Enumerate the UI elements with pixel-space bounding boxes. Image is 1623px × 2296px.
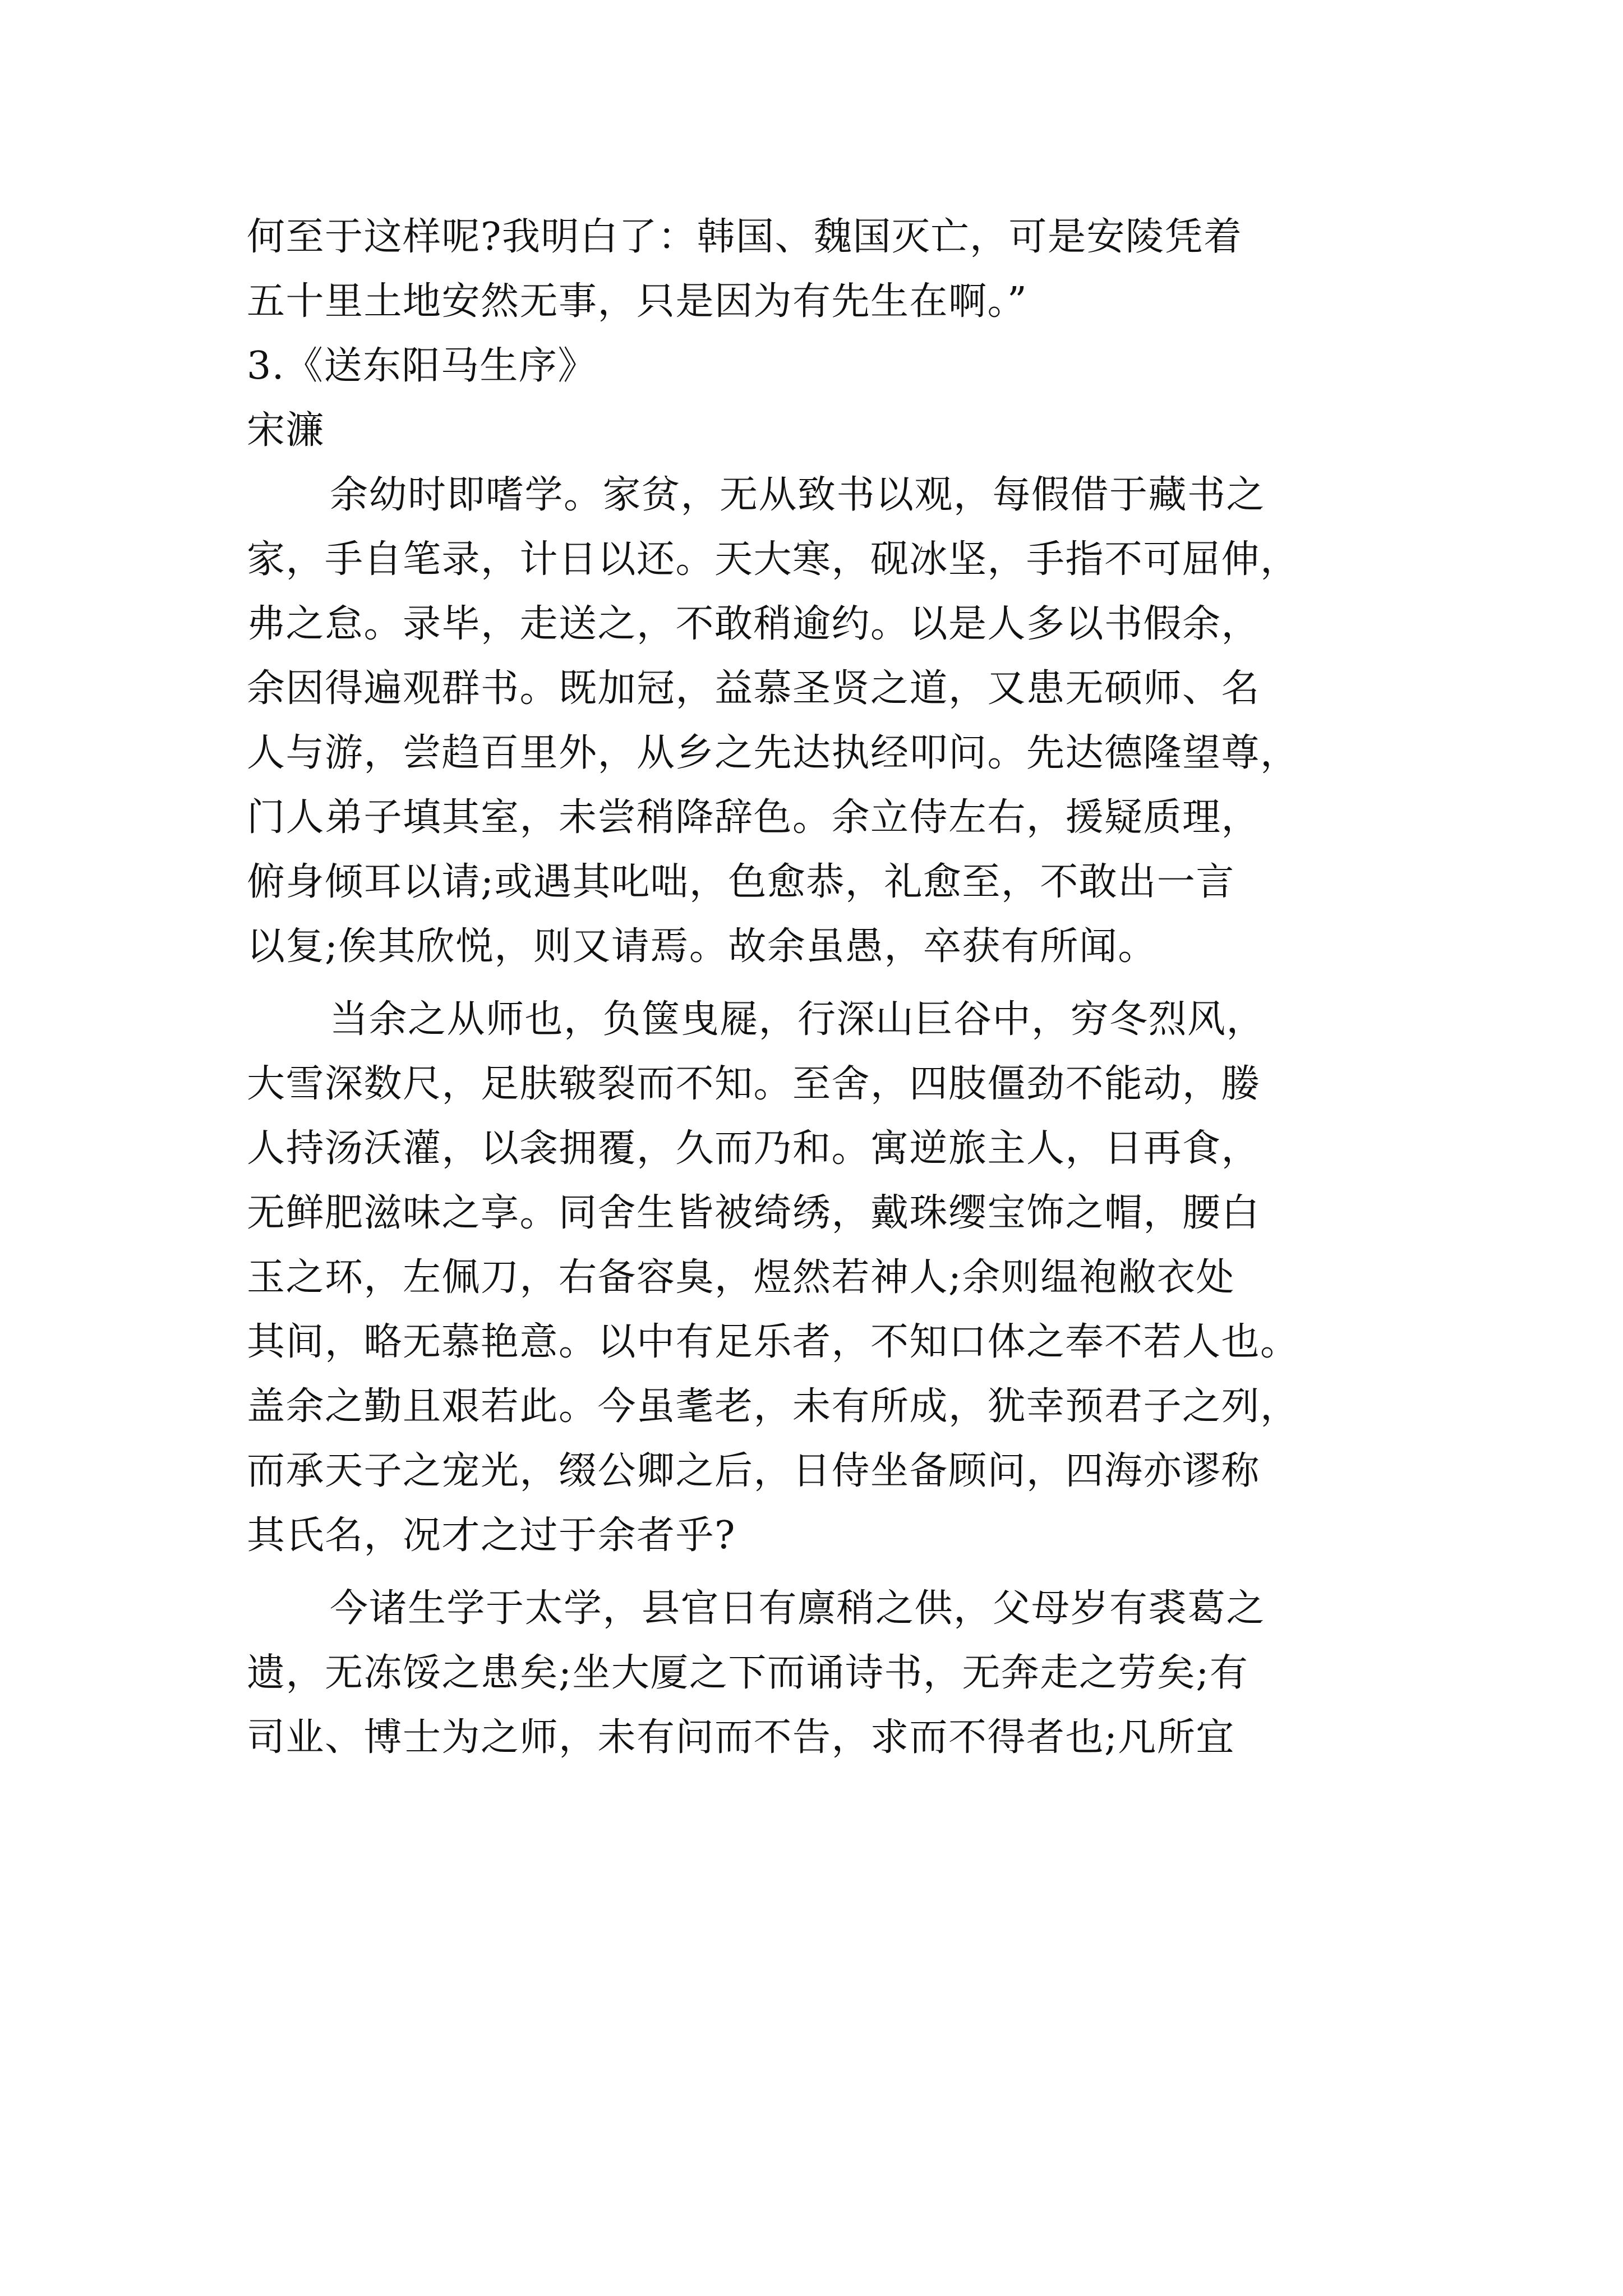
text-line: 俯身倾耳以请;或遇其叱咄，色愈恭，礼愈至，不敢出一言 — [247, 860, 1235, 904]
paragraph-2 — [247, 987, 1385, 1568]
text-line: 无鲜肥滋味之享。同舍生皆被绮绣，戴珠缨宝饰之帽，腰白 — [247, 1191, 1261, 1235]
text-line: 遗，无冻馁之患矣;坐大厦之下而诵诗书，无奔走之劳矣;有 — [247, 1651, 1249, 1695]
text-line: 玉之环，左佩刀，右备容臭，煜然若神人;余则缊袍敝衣处 — [247, 1255, 1235, 1300]
document-body — [247, 205, 1385, 1770]
text-line: 而承天子之宠光，缀公卿之后，日侍坐备顾问，四海亦谬称 — [247, 1449, 1261, 1493]
text-line: 家，手自笔录，计日以还。天大寒，砚冰坚，手指不可屈伸， — [247, 537, 1299, 582]
text-line: 人持汤沃灌，以衾拥覆，久而乃和。寓逆旅主人，日再食， — [247, 1126, 1261, 1171]
text-line: 余因得遍观群书。既加冠，益慕圣贤之道，又患无硕师、名 — [247, 666, 1261, 711]
text-line: 今诸生学于太学，县官日有廪稍之供，父母岁有裘葛之 — [330, 1586, 1266, 1631]
paragraph-3 — [247, 1576, 1385, 1770]
text-line: 当余之从师也，负箧曳屣，行深山巨谷中，穷冬烈风， — [330, 997, 1266, 1042]
text-line: 盖余之勤且艰若此。今虽耄老，未有所成，犹幸预君子之列， — [247, 1384, 1299, 1429]
author-line: 宋濂 — [247, 408, 325, 453]
text-line: 其氏名，况才之过于余者乎? — [247, 1513, 736, 1558]
paragraph-1 — [247, 463, 1385, 979]
text-line: 余幼时即嗜学。家贫，无从致书以观，每假借于藏书之 — [330, 473, 1266, 517]
text-line: 以复;俟其欣悦，则又请焉。故余虽愚，卒获有所闻。 — [247, 924, 1157, 969]
text-line: 大雪深数尺，足肤皲裂而不知。至舍，四肢僵劲不能动，媵 — [247, 1062, 1261, 1106]
continued-paragraph — [247, 205, 1385, 334]
text-line: 人与游，尝趋百里外，从乡之先达执经叩问。先达德隆望尊， — [247, 731, 1299, 775]
text-line: 弗之怠。录毕，走送之，不敢稍逾约。以是人多以书假余， — [247, 602, 1261, 646]
text-line: 其间，略无慕艳意。以中有足乐者，不知口体之奉不若人也。 — [247, 1320, 1299, 1364]
text-line: 司业、博士为之师，未有问而不告，求而不得者也;凡所宜 — [247, 1715, 1235, 1760]
text-line: 五十里土地安然无事，只是因为有先生在啊。” — [247, 279, 1028, 324]
text-line: 何至于这样呢?我明白了：韩国、魏国灭亡，可是安陵凭着 — [247, 215, 1243, 259]
text-line: 门人弟子填其室，未尝稍降辞色。余立侍左右，援疑质理， — [247, 795, 1261, 840]
section-heading: 3.《送东阳马生序》 — [247, 344, 597, 388]
